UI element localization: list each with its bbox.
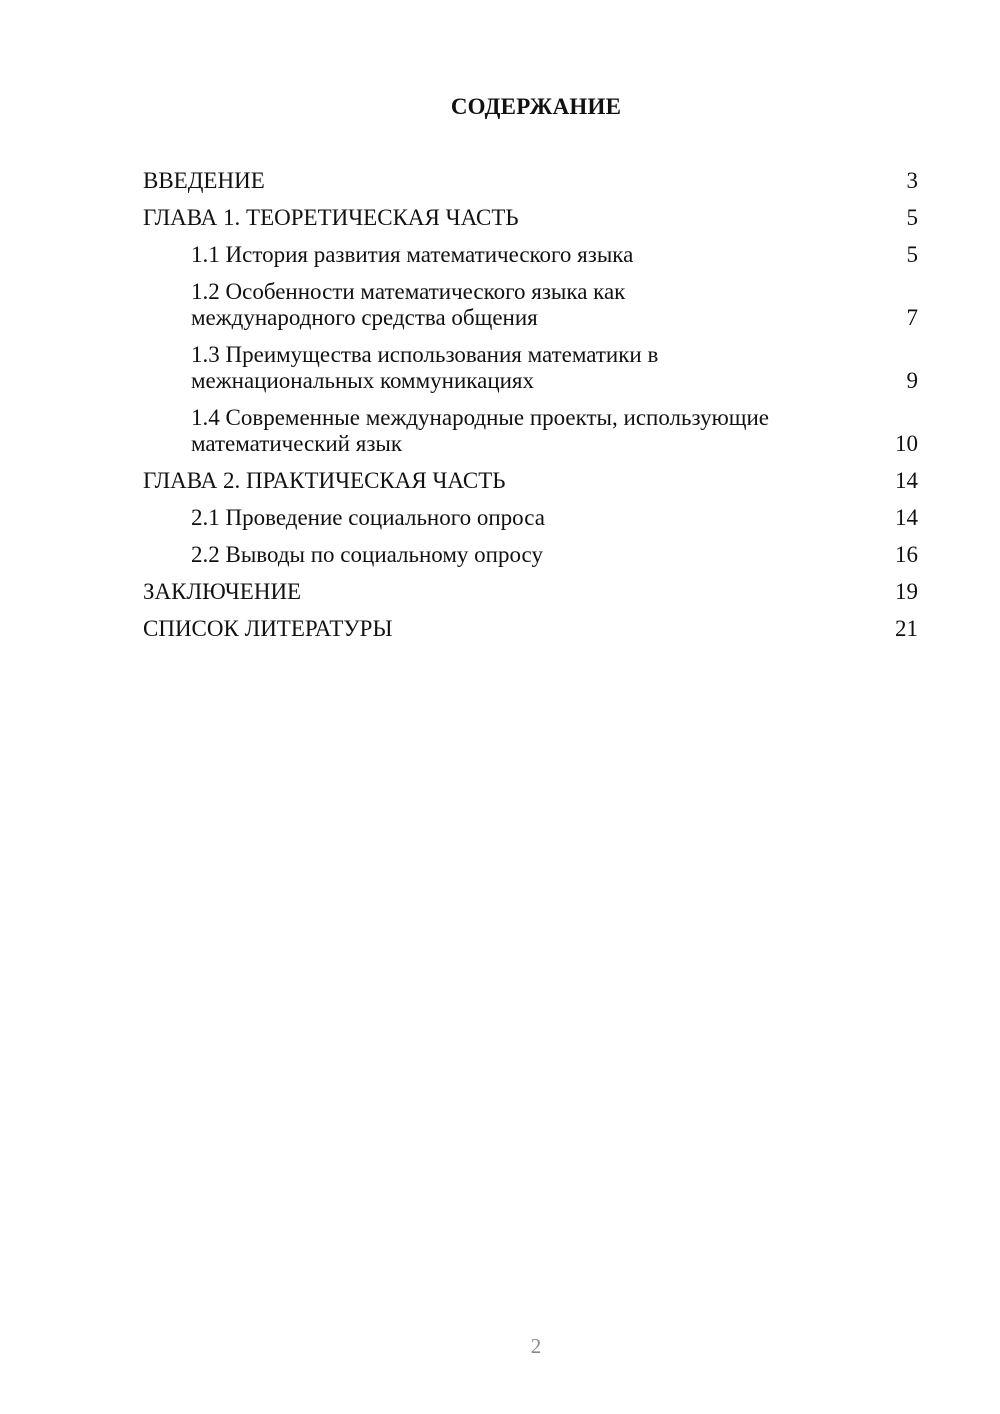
toc-entry-page: 10 [895, 431, 918, 456]
toc-entry-page: 21 [895, 616, 918, 641]
toc-entry-page: 3 [906, 168, 918, 193]
toc-entry-page: 14 [895, 468, 918, 493]
toc-entry-page: 5 [906, 205, 918, 230]
page-title: СОДЕРЖАНИЕ [450, 94, 622, 119]
toc-entry-title: 1.4 Современные международные проекты, использующие математический язык [191, 405, 770, 456]
toc-entry-section-1-2[interactable] [143, 279, 918, 331]
toc-entry-references[interactable] [143, 616, 918, 642]
toc-entry-title: 2.2 Выводы по социальному опросу [191, 542, 543, 567]
toc-entry-title: 1.1 История развития математического языка [191, 242, 634, 267]
page-number: 2 [530, 1334, 542, 1358]
toc-entry-page: 16 [895, 542, 918, 567]
toc-entry-title: 1.2 Особенности математического языка как международного средства общения [191, 279, 626, 330]
toc-entry-introduction[interactable] [143, 168, 918, 194]
toc-entry-page: 9 [906, 368, 918, 393]
toc-entry-title: СПИСОК ЛИТЕРАТУРЫ [143, 616, 393, 641]
toc-entry-section-1-1[interactable] [143, 242, 918, 268]
toc-entry-section-1-4[interactable] [143, 405, 918, 457]
toc-entry-page: 7 [906, 305, 918, 330]
toc-entry-title: 1.3 Преимущества использования математики в межнациональных коммуникациях [191, 342, 659, 393]
toc-entry-page: 19 [895, 579, 918, 604]
toc-entry-conclusion[interactable] [143, 579, 918, 605]
table-of-contents [143, 168, 918, 653]
toc-entry-section-2-1[interactable] [143, 505, 918, 531]
toc-entry-title: ГЛАВА 2. ПРАКТИЧЕСКАЯ ЧАСТЬ [143, 468, 506, 493]
toc-entry-title: ВВЕДЕНИЕ [143, 168, 265, 193]
toc-entry-page: 5 [906, 242, 918, 267]
toc-entry-page: 14 [895, 505, 918, 530]
toc-entry-chapter-2[interactable] [143, 468, 918, 494]
toc-entry-chapter-1[interactable] [143, 205, 918, 231]
toc-entry-title: 2.1 Проведение социального опроса [191, 505, 545, 530]
toc-entry-section-1-3[interactable] [143, 342, 918, 394]
toc-entry-section-2-2[interactable] [143, 542, 918, 568]
toc-entry-title: ЗАКЛЮЧЕНИЕ [143, 579, 302, 604]
toc-entry-title: ГЛАВА 1. ТЕОРЕТИЧЕСКАЯ ЧАСТЬ [143, 205, 519, 230]
